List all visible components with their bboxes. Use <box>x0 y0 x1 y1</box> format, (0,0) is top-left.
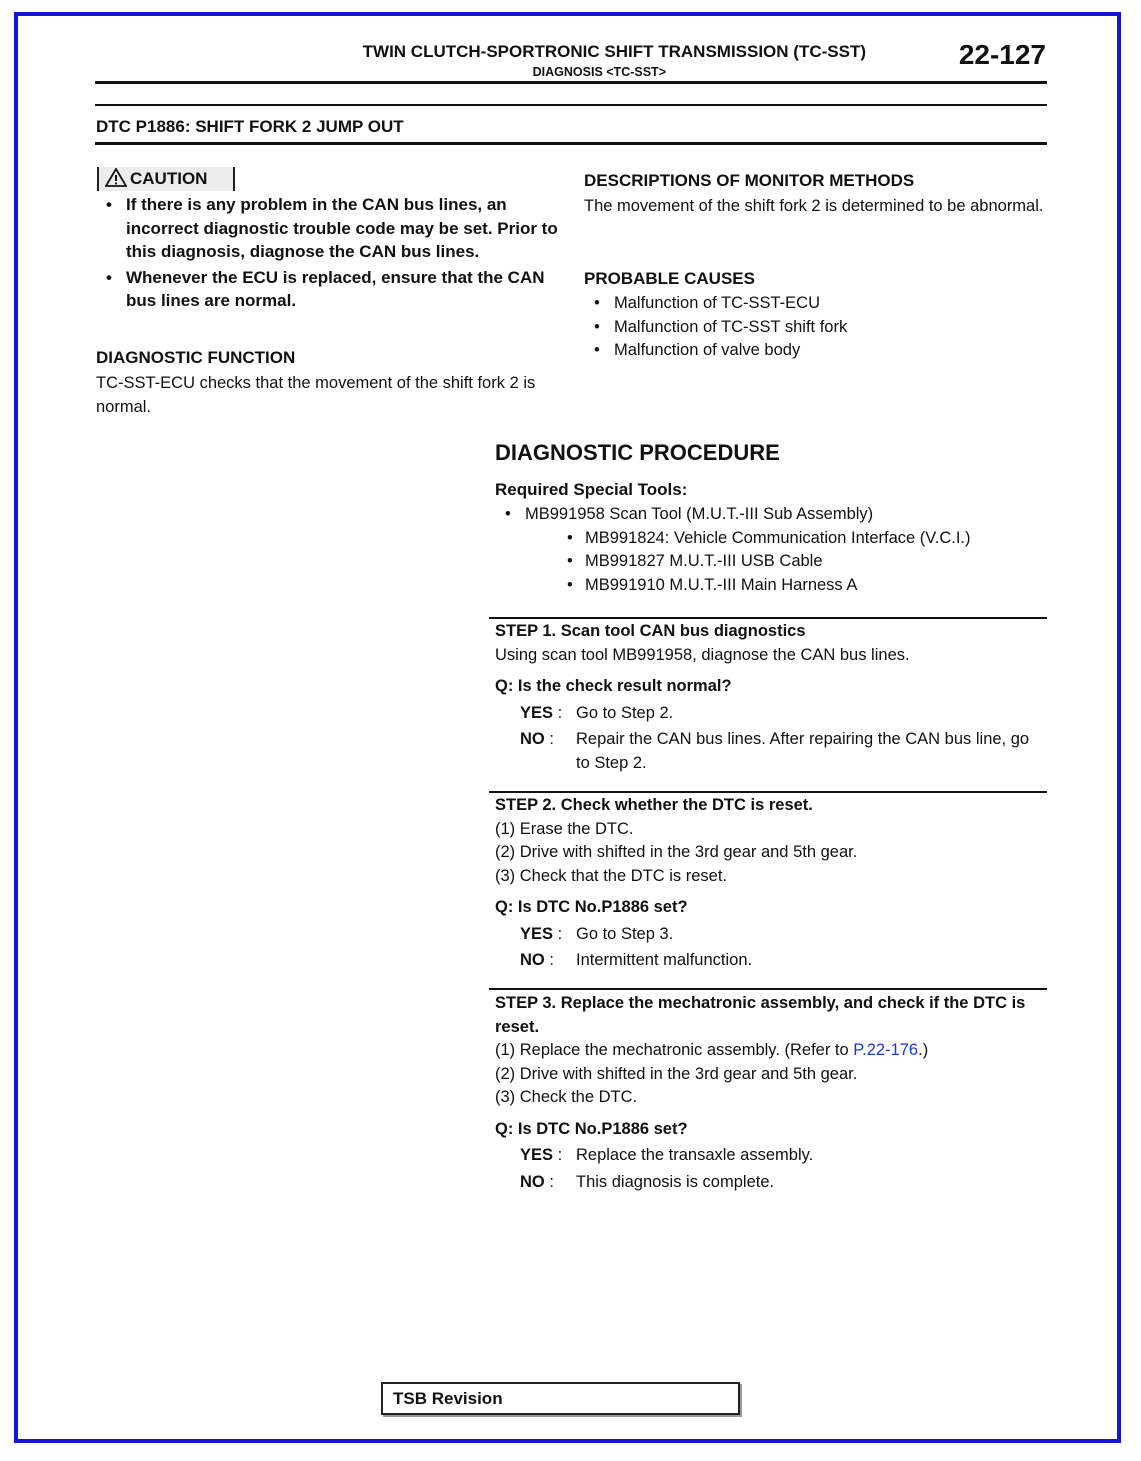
page-number: 22-127 <box>958 39 1046 70</box>
step-3-title: STEP 3. Replace the mechatronic assembly, and check if the DTC is reset. <box>495 994 1026 1036</box>
no-key: NO : <box>520 951 554 969</box>
dtc-top-rule <box>95 104 1047 106</box>
step-2-no: Intermittent malfunction. <box>576 951 753 969</box>
tools-heading: Required Special Tools: <box>495 480 688 499</box>
tool-item <box>495 503 1055 597</box>
tool-sublist <box>525 527 1055 598</box>
diagnostic-function-text: TC-SST-ECU checks that the movement of the shift fork 2 is normal. <box>96 374 536 416</box>
step-3-question: Q: Is DTC No.P1886 set? <box>495 1119 688 1138</box>
header-subtitle: DIAGNOSIS <TC-SST> <box>532 65 666 79</box>
warning-triangle-icon <box>105 168 127 187</box>
step-3 <box>495 992 1045 1194</box>
step-3-no-row <box>495 1171 1045 1195</box>
step-3-line: (2) Drive with shifted in the 3rd gear and 5th gear. <box>495 1064 858 1083</box>
step-2-question: Q: Is DTC No.P1886 set? <box>495 898 688 916</box>
step-1-line: Using scan tool MB991958, diagnose the CAN bus lines. <box>495 645 910 664</box>
step-1-rule <box>489 617 1047 619</box>
monitor-methods-text: The movement of the shift fork 2 is determined to be abnormal. <box>584 197 1044 215</box>
step-3-yes-row <box>495 1144 1045 1168</box>
page-reference-link[interactable]: P.22-176 <box>853 1041 919 1059</box>
yes-key: YES : <box>520 1146 563 1164</box>
probable-causes-heading: PROBABLE CAUSES <box>584 269 755 288</box>
probable-cause-item: • Malfunction of TC-SST shift fork <box>584 316 1034 340</box>
diagnostic-function-heading: DIAGNOSTIC FUNCTION <box>96 348 296 367</box>
step-1 <box>495 620 1045 775</box>
dtc-bottom-rule <box>95 142 1047 145</box>
step-3-yes: Replace the transaxle assembly. <box>576 1146 814 1164</box>
probable-cause-item: • Malfunction of valve body <box>584 339 1034 363</box>
procedure-heading: DIAGNOSTIC PROCEDURE <box>495 440 780 465</box>
dtc-title: DTC P1886: SHIFT FORK 2 JUMP OUT <box>96 117 404 136</box>
step-3-line: (1) Replace the mechatronic assembly. (Refer to P.22-176.) <box>495 1041 929 1059</box>
step-2 <box>495 794 1045 973</box>
step-2-no-row <box>495 949 1045 973</box>
caution-item: • If there is any problem in the CAN bus lines, an incorrect diagnostic trouble code may be set. Prior to this diagnosis, diagnose the CAN bus lines. <box>96 193 561 264</box>
step-3-rule <box>489 988 1047 990</box>
step-2-line: (1) Erase the DTC. <box>495 819 634 838</box>
step-1-yes-row <box>495 702 1045 726</box>
caution-label: CAUTION <box>130 169 208 188</box>
tools-list <box>495 503 1055 597</box>
step-1-question: Q: Is the check result normal? <box>495 677 732 695</box>
step-2-line: (3) Check that the DTC is reset. <box>495 866 727 885</box>
step-3-line: (3) Check the DTC. <box>495 1088 638 1106</box>
tool-main: MB991958 Scan Tool (M.U.T.-III Sub Assembly) <box>525 505 874 523</box>
caution-item: • Whenever the ECU is replaced, ensure that the CAN bus lines are normal. <box>96 266 561 313</box>
no-key: NO : <box>520 730 554 748</box>
probable-cause-item: • Malfunction of TC-SST-ECU <box>584 292 1034 316</box>
step-2-title: STEP 2. Check whether the DTC is reset. <box>495 796 813 814</box>
step-1-title: STEP 1. Scan tool CAN bus diagnostics <box>495 622 806 640</box>
step-2-yes: Go to Step 3. <box>576 924 674 943</box>
tsb-revision-box: TSB Revision <box>381 1382 740 1415</box>
tool-subitem: • MB991824: Vehicle Communication Interface (V.C.I.) <box>525 527 1055 551</box>
probable-causes-list <box>584 292 1034 363</box>
monitor-methods-heading: DESCRIPTIONS OF MONITOR METHODS <box>584 171 915 190</box>
header-rule <box>95 81 1047 84</box>
step-2-yes-row <box>495 923 1045 947</box>
step-1-no: Repair the CAN bus lines. After repairing the CAN bus line, go to Step 2. <box>576 730 1030 772</box>
step-2-rule <box>489 791 1047 793</box>
caution-list <box>96 193 561 315</box>
header-title: TWIN CLUTCH-SPORTRONIC SHIFT TRANSMISSION (TC-SST) <box>362 42 866 61</box>
yes-key: YES : <box>520 924 563 943</box>
yes-key: YES : <box>520 703 563 722</box>
tool-subitem: • MB991827 M.U.T.-III USB Cable <box>525 550 1055 574</box>
step-3-no: This diagnosis is complete. <box>576 1172 775 1191</box>
step-2-line: (2) Drive with shifted in the 3rd gear and 5th gear. <box>495 843 858 861</box>
step-1-yes: Go to Step 2. <box>576 703 674 722</box>
caution-badge <box>97 167 235 191</box>
no-key: NO : <box>520 1172 554 1191</box>
step-1-no-row <box>495 728 1045 775</box>
tool-subitem: • MB991910 M.U.T.-III Main Harness A <box>525 574 1055 598</box>
